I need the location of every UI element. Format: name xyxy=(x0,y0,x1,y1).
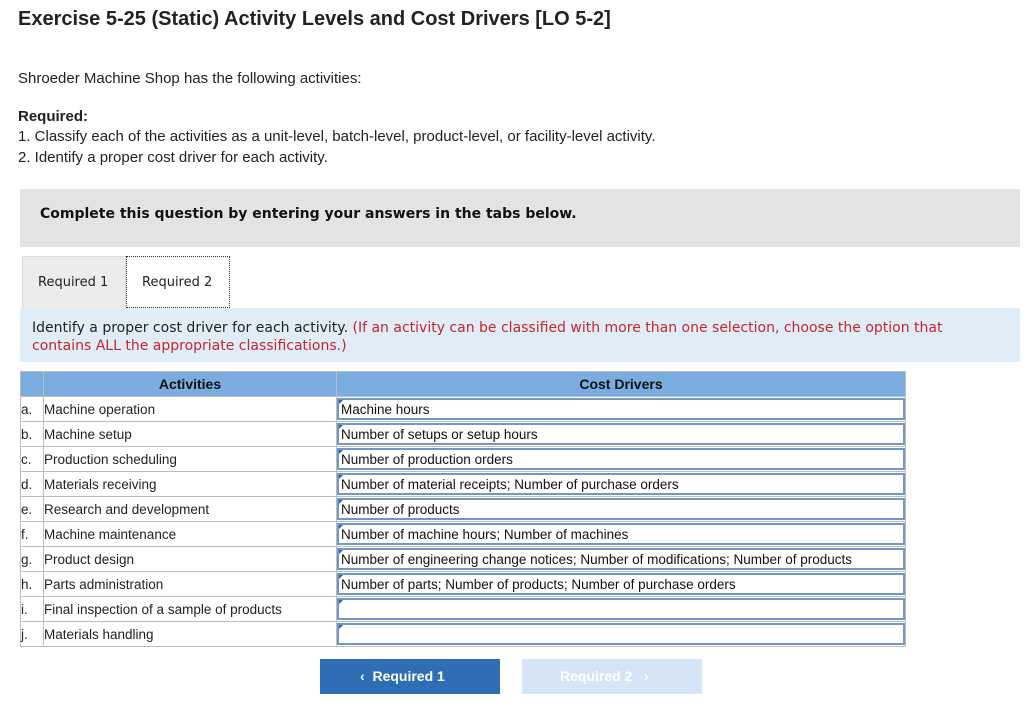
activity-cell: Production scheduling xyxy=(44,447,337,472)
chevron-right-icon: › xyxy=(644,668,649,684)
cost-driver-cell xyxy=(337,572,906,597)
activity-cell: Final inspection of a sample of products xyxy=(44,597,337,622)
row-letter: c. xyxy=(21,447,44,472)
cost-driver-select[interactable]: Number of setups or setup hours xyxy=(337,423,905,445)
banner-text: Complete this question by entering your answers in the tabs below. xyxy=(40,206,577,222)
cost-driver-cell xyxy=(337,472,906,497)
cost-driver-select[interactable]: Number of engineering change notices; Number of modifications; Number of products xyxy=(337,548,905,570)
row-letter: e. xyxy=(21,497,44,522)
instruction-text xyxy=(32,319,992,355)
cost-driver-cell xyxy=(337,547,906,572)
activity-cell: Materials receiving xyxy=(44,472,337,497)
row-letter: a. xyxy=(21,397,44,422)
next-required-button[interactable] xyxy=(522,659,702,694)
next-label-text: Required 2 xyxy=(560,668,633,684)
intro-text: Shroeder Machine Shop has the following activities: xyxy=(18,70,362,87)
header-cost-drivers: Cost Drivers xyxy=(337,372,906,397)
cost-driver-select[interactable] xyxy=(337,623,905,645)
cost-driver-select[interactable]: Number of parts; Number of products; Number of purchase orders xyxy=(337,573,905,595)
table-row xyxy=(21,622,906,647)
required-item: 2. Identify a proper cost driver for each activity. xyxy=(18,149,328,166)
cost-driver-select[interactable]: Number of products xyxy=(337,498,905,520)
row-letter: d. xyxy=(21,472,44,497)
chevron-left-icon: ‹ xyxy=(360,668,365,684)
tab-required-1[interactable] xyxy=(22,256,126,308)
prev-button-label xyxy=(360,668,445,684)
cost-driver-cell xyxy=(337,622,906,647)
cost-driver-select[interactable] xyxy=(337,598,905,620)
activity-cell: Machine setup xyxy=(44,422,337,447)
tab-label: Required 2 xyxy=(142,275,213,290)
cost-driver-cell xyxy=(337,522,906,547)
header-blank xyxy=(21,372,44,397)
table-row xyxy=(21,497,906,522)
prev-label-text: Required 1 xyxy=(372,668,445,684)
required-heading: Required: xyxy=(18,108,89,125)
page-title: Exercise 5-25 (Static) Activity Levels and Cost Drivers [LO 5-2] xyxy=(18,8,611,30)
table-row xyxy=(21,597,906,622)
cost-driver-table xyxy=(20,371,906,647)
activity-cell: Parts administration xyxy=(44,572,337,597)
row-letter: b. xyxy=(21,422,44,447)
instruction-note: (If an activity can be classified with more than one selection, choose the option that contains ALL the appropriate classifications.) xyxy=(32,320,943,354)
cost-driver-cell xyxy=(337,397,906,422)
table-row xyxy=(21,547,906,572)
activity-cell: Research and development xyxy=(44,497,337,522)
row-letter: j. xyxy=(21,622,44,647)
tab-required-2[interactable] xyxy=(126,256,230,308)
tab-label: Required 1 xyxy=(38,275,109,290)
required-item: 1. Classify each of the activities as a unit-level, batch-level, product-level, or facility-level activity. xyxy=(18,128,656,145)
row-letter: i. xyxy=(21,597,44,622)
cost-driver-cell xyxy=(337,597,906,622)
table-row xyxy=(21,572,906,597)
prev-required-button[interactable] xyxy=(320,659,500,694)
cost-driver-select[interactable]: Number of production orders xyxy=(337,448,905,470)
cost-driver-select[interactable]: Number of machine hours; Number of machines xyxy=(337,523,905,545)
activity-cell: Machine maintenance xyxy=(44,522,337,547)
cost-driver-select[interactable]: Number of material receipts; Number of purchase orders xyxy=(337,473,905,495)
next-button-label xyxy=(560,668,649,684)
cost-driver-cell xyxy=(337,447,906,472)
cost-driver-select[interactable]: Machine hours xyxy=(337,398,905,420)
table-row xyxy=(21,447,906,472)
cost-driver-cell xyxy=(337,497,906,522)
header-activities: Activities xyxy=(44,372,337,397)
activity-cell: Machine operation xyxy=(44,397,337,422)
cost-driver-cell xyxy=(337,422,906,447)
table-row xyxy=(21,472,906,497)
row-letter: h. xyxy=(21,572,44,597)
instruction-main: Identify a proper cost driver for each activity. xyxy=(32,320,349,336)
instruction-banner xyxy=(20,189,1020,247)
question-instruction xyxy=(20,308,1020,362)
table-row xyxy=(21,522,906,547)
activity-cell: Materials handling xyxy=(44,622,337,647)
row-letter: f. xyxy=(21,522,44,547)
table-row xyxy=(21,422,906,447)
table-row xyxy=(21,397,906,422)
activity-cell: Product design xyxy=(44,547,337,572)
row-letter: g. xyxy=(21,547,44,572)
